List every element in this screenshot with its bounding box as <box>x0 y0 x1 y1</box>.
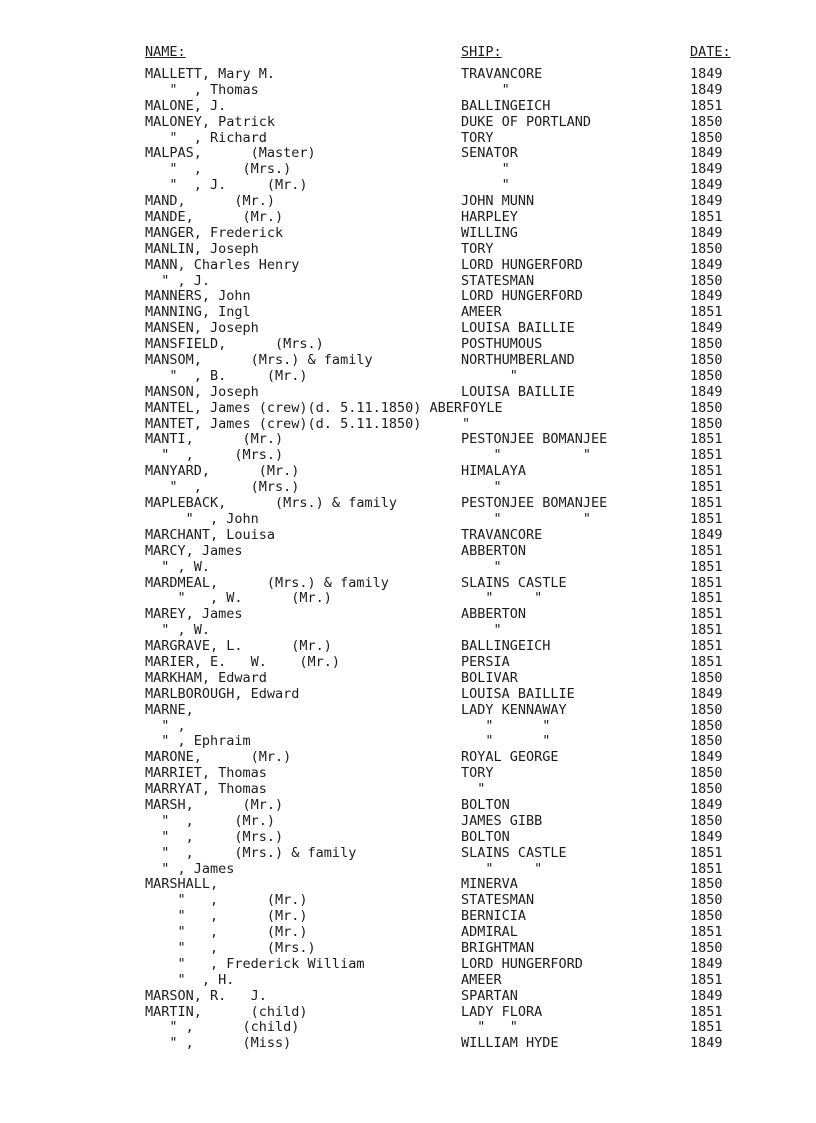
ship-cell: BOLTON <box>461 828 510 845</box>
row-note: MANTEL, James (crew)(d. 5.11.1850) ABERFOYLE <box>145 399 503 416</box>
date-cell: 1849 <box>690 383 723 400</box>
table-row <box>0 846 816 862</box>
table-row <box>0 941 816 957</box>
ship-cell: PERSIA <box>461 653 510 670</box>
column-header-ship: SHIP: <box>461 44 502 60</box>
name-cell: MANYARD, (Mr.) <box>145 463 300 480</box>
table-row <box>0 369 816 385</box>
table-row <box>0 226 816 242</box>
name-cell: " , (Mr.) <box>145 892 308 909</box>
name-cell: MAPLEBACK, (Mrs.) & family <box>145 495 397 512</box>
ship-cell: DUKE OF PORTLAND <box>461 113 592 130</box>
date-cell: 1851 <box>690 495 723 512</box>
name-cell: " , John <box>145 510 259 527</box>
date-cell: 1851 <box>690 653 723 670</box>
ship-cell: BRIGHTMAN <box>461 939 535 956</box>
table-row <box>0 178 816 194</box>
table-row <box>0 67 816 83</box>
table-row <box>0 337 816 353</box>
table-row <box>0 242 816 258</box>
name-cell: " , (Mrs.) <box>145 939 316 956</box>
name-cell: " , W. (Mr.) <box>145 590 332 607</box>
ship-cell: PESTONJEE BOMANJEE <box>461 431 608 448</box>
ship-cell: HARPLEY <box>461 209 518 226</box>
table-row <box>0 814 816 830</box>
table-row <box>0 671 816 687</box>
table-row <box>0 544 816 560</box>
table-row <box>0 719 816 735</box>
name-cell: MALLETT, Mary M. <box>145 66 276 82</box>
date-cell: 1850 <box>690 669 723 686</box>
table-row <box>0 576 816 592</box>
table-row <box>0 146 816 162</box>
table-row <box>0 607 816 623</box>
name-cell: " , (Mr.) <box>145 924 308 941</box>
date-cell: 1849 <box>690 177 723 194</box>
table-row <box>0 591 816 607</box>
table-row <box>0 766 816 782</box>
name-cell: " , James <box>145 860 235 877</box>
name-cell: MALPAS, (Master) <box>145 145 316 162</box>
ship-cell: BALLINGEICH <box>461 97 551 114</box>
date-cell: 1849 <box>690 288 723 305</box>
date-cell: 1851 <box>690 1003 723 1020</box>
ship-cell: " " <box>461 860 543 877</box>
name-cell: MARKHAM, Edward <box>145 669 267 686</box>
name-cell: MANN, Charles Henry <box>145 256 300 273</box>
column-header-name: NAME: <box>145 44 186 60</box>
ship-cell: LORD HUNGERFORD <box>461 256 583 273</box>
name-cell: MANSOM, (Mrs.) & family <box>145 352 373 369</box>
date-cell: 1850 <box>690 240 723 257</box>
table-row <box>0 321 816 337</box>
name-cell: MARRIET, Thomas <box>145 765 267 782</box>
table-row <box>0 274 816 290</box>
name-cell: MALONEY, Patrick <box>145 113 276 130</box>
ship-cell: MINERVA <box>461 876 518 893</box>
name-cell: MANDE, (Mr.) <box>145 209 284 226</box>
ship-cell: ABBERTON <box>461 606 527 623</box>
date-cell: 1851 <box>690 590 723 607</box>
passenger-list <box>0 67 816 1052</box>
table-row <box>0 448 816 464</box>
table-row <box>0 989 816 1005</box>
date-cell: 1849 <box>690 320 723 337</box>
ship-cell: " " <box>461 717 551 734</box>
name-cell: MARRYAT, Thomas <box>145 781 267 798</box>
ship-cell: " " <box>461 733 551 750</box>
name-cell: MANSEN, Joseph <box>145 320 259 337</box>
ship-cell: BOLIVAR <box>461 669 518 686</box>
ship-cell: " <box>461 622 502 639</box>
name-cell: " , (Mrs.) <box>145 161 292 178</box>
table-row <box>0 798 816 814</box>
date-cell: 1849 <box>690 796 723 813</box>
date-cell: 1851 <box>690 638 723 655</box>
table-row <box>0 528 816 544</box>
date-cell: 1850 <box>690 272 723 289</box>
ship-cell: PESTONJEE BOMANJEE <box>461 495 608 512</box>
ship-cell: " " <box>461 590 543 607</box>
date-cell: 1851 <box>690 1019 723 1036</box>
name-cell: MARONE, (Mr.) <box>145 749 292 766</box>
date-cell: 1849 <box>690 685 723 702</box>
table-row <box>0 194 816 210</box>
name-cell: MARNE, <box>145 701 194 718</box>
name-cell: MANGER, Frederick <box>145 224 284 241</box>
table-row <box>0 830 816 846</box>
ship-cell: TRAVANCORE <box>461 66 543 82</box>
date-cell: 1851 <box>690 97 723 114</box>
date-cell: 1849 <box>690 955 723 972</box>
date-cell: 1850 <box>690 765 723 782</box>
name-cell: " , J. (Mr.) <box>145 177 308 194</box>
table-row <box>0 432 816 448</box>
table-row <box>0 289 816 305</box>
ship-cell: AMEER <box>461 971 502 988</box>
name-cell: MARSH, (Mr.) <box>145 796 284 813</box>
date-cell: 1850 <box>690 892 723 909</box>
name-cell: " , Ephraim <box>145 733 251 750</box>
name-cell: MARIER, E. W. (Mr.) <box>145 653 341 670</box>
ship-cell: LOUISA BAILLIE <box>461 383 575 400</box>
ship-cell: LORD HUNGERFORD <box>461 955 583 972</box>
ship-cell: STATESMAN <box>461 272 535 289</box>
name-cell: " , Frederick William <box>145 955 365 972</box>
date-cell: 1850 <box>690 876 723 893</box>
ship-cell: " <box>461 81 510 98</box>
name-cell: MAREY, James <box>145 606 243 623</box>
name-cell: MARTIN, (child) <box>145 1003 308 1020</box>
table-row <box>0 258 816 274</box>
date-cell: 1849 <box>690 526 723 543</box>
name-cell: " , (Mrs.) & family <box>145 844 357 861</box>
name-cell: " , H. <box>145 971 235 988</box>
date-cell: 1850 <box>690 129 723 146</box>
table-row <box>0 512 816 528</box>
date-cell: 1850 <box>690 399 723 416</box>
name-cell: MANTI, (Mr.) <box>145 431 284 448</box>
ship-cell: " " <box>461 1019 518 1036</box>
date-cell: 1851 <box>690 558 723 575</box>
ship-cell: SPARTAN <box>461 987 518 1004</box>
name-cell: " , W. <box>145 558 211 575</box>
table-row <box>0 909 816 925</box>
column-header-date: DATE: <box>690 44 731 60</box>
ship-cell: LADY FLORA <box>461 1003 543 1020</box>
ship-cell: SLAINS CASTLE <box>461 844 567 861</box>
ship-cell: TORY <box>461 765 494 782</box>
table-row <box>0 893 816 909</box>
ship-cell: LOUISA BAILLIE <box>461 685 575 702</box>
table-row <box>0 973 816 989</box>
name-cell: MAND, (Mr.) <box>145 193 276 210</box>
date-cell: 1850 <box>690 352 723 369</box>
table-row <box>0 862 816 878</box>
name-cell: MANSON, Joseph <box>145 383 259 400</box>
ship-cell: " <box>461 479 502 496</box>
ship-cell: TRAVANCORE <box>461 526 543 543</box>
date-cell: 1851 <box>690 971 723 988</box>
ship-cell: LADY KENNAWAY <box>461 701 567 718</box>
table-row <box>0 480 816 496</box>
name-cell: MANSFIELD, (Mrs.) <box>145 336 324 353</box>
date-cell: 1850 <box>690 717 723 734</box>
date-cell: 1851 <box>690 479 723 496</box>
name-cell: MARCY, James <box>145 542 243 559</box>
name-cell: MANNERS, John <box>145 288 251 305</box>
table-row <box>0 115 816 131</box>
name-cell: " , (Miss) <box>145 1035 292 1052</box>
date-cell: 1851 <box>690 510 723 527</box>
date-cell: 1850 <box>690 336 723 353</box>
ship-cell: TORY <box>461 240 494 257</box>
date-cell: 1849 <box>690 193 723 210</box>
date-cell: 1850 <box>690 113 723 130</box>
table-row <box>0 639 816 655</box>
table-row <box>0 1020 816 1036</box>
table-row <box>0 703 816 719</box>
date-cell: 1850 <box>690 367 723 384</box>
ship-cell: " <box>461 177 510 194</box>
date-cell: 1851 <box>690 463 723 480</box>
ship-cell: WILLING <box>461 224 518 241</box>
ship-cell: ABBERTON <box>461 542 527 559</box>
date-cell: 1850 <box>690 701 723 718</box>
ship-cell: " " <box>461 510 592 527</box>
date-cell: 1849 <box>690 987 723 1004</box>
date-cell: 1849 <box>690 1035 723 1052</box>
ship-cell: POSTHUMOUS <box>461 336 543 353</box>
ship-cell: BOLTON <box>461 796 510 813</box>
table-row <box>0 464 816 480</box>
table-row <box>0 496 816 512</box>
name-cell: MARSON, R. J. <box>145 987 267 1004</box>
name-cell: MANNING, Ingl <box>145 304 251 321</box>
name-cell: MARLBOROUGH, Edward <box>145 685 300 702</box>
date-cell: 1851 <box>690 542 723 559</box>
ship-cell: LOUISA BAILLIE <box>461 320 575 337</box>
name-cell: " , B. (Mr.) <box>145 367 308 384</box>
ship-cell: " <box>461 558 502 575</box>
name-cell: MARCHANT, Louisa <box>145 526 276 543</box>
name-cell: " , (Mrs.) <box>145 828 284 845</box>
table-row <box>0 305 816 321</box>
ship-cell: HIMALAYA <box>461 463 527 480</box>
ship-cell: JOHN MUNN <box>461 193 535 210</box>
name-cell: " , <box>145 717 186 734</box>
table-row <box>0 734 816 750</box>
name-cell: " , (Mrs.) <box>145 447 284 464</box>
date-cell: 1851 <box>690 844 723 861</box>
table-row <box>0 623 816 639</box>
ship-cell: SLAINS CASTLE <box>461 574 567 591</box>
table-row <box>0 385 816 401</box>
date-cell: 1849 <box>690 81 723 98</box>
ship-cell: " <box>461 781 486 798</box>
name-cell: " , Thomas <box>145 81 259 98</box>
table-row <box>0 353 816 369</box>
name-cell: " , (Mr.) <box>145 908 308 925</box>
date-cell: 1849 <box>690 145 723 162</box>
row-note: MANTET, James (crew)(d. 5.11.1850) " <box>145 415 471 432</box>
date-cell: 1851 <box>690 860 723 877</box>
ship-cell: BERNICIA <box>461 908 527 925</box>
date-cell: 1851 <box>690 431 723 448</box>
table-row <box>0 99 816 115</box>
table-row <box>0 210 816 226</box>
table-row <box>0 83 816 99</box>
ship-cell: ROYAL GEORGE <box>461 749 559 766</box>
name-cell: MARGRAVE, L. (Mr.) <box>145 638 332 655</box>
table-row <box>0 417 816 433</box>
table-row <box>0 560 816 576</box>
ship-cell: AMEER <box>461 304 502 321</box>
ship-cell: WILLIAM HYDE <box>461 1035 559 1052</box>
ship-cell: SENATOR <box>461 145 518 162</box>
date-cell: 1851 <box>690 304 723 321</box>
table-row <box>0 1036 816 1052</box>
date-cell: 1851 <box>690 209 723 226</box>
name-cell: MARSHALL, <box>145 876 219 893</box>
date-cell: 1850 <box>690 733 723 750</box>
date-cell: 1849 <box>690 224 723 241</box>
date-cell: 1851 <box>690 574 723 591</box>
ship-cell: TORY <box>461 129 494 146</box>
name-cell: " , (child) <box>145 1019 300 1036</box>
ship-cell: STATESMAN <box>461 892 535 909</box>
table-row <box>0 131 816 147</box>
date-cell: 1850 <box>690 781 723 798</box>
table-row <box>0 782 816 798</box>
name-cell: " , Richard <box>145 129 267 146</box>
name-cell: MANLIN, Joseph <box>145 240 259 257</box>
name-cell: MALONE, J. <box>145 97 227 114</box>
date-cell: 1851 <box>690 924 723 941</box>
date-cell: 1849 <box>690 161 723 178</box>
ship-cell: NORTHUMBERLAND <box>461 352 575 369</box>
name-cell: " , J. <box>145 272 211 289</box>
date-cell: 1851 <box>690 606 723 623</box>
table-row <box>0 877 816 893</box>
table-row <box>0 687 816 703</box>
name-cell: " , (Mr.) <box>145 812 276 829</box>
table-row <box>0 1005 816 1021</box>
name-cell: " , W. <box>145 622 211 639</box>
date-cell: 1849 <box>690 66 723 82</box>
table-row <box>0 925 816 941</box>
date-cell: 1850 <box>690 812 723 829</box>
table-row <box>0 957 816 973</box>
table-row <box>0 162 816 178</box>
date-cell: 1850 <box>690 908 723 925</box>
table-row <box>0 401 816 417</box>
date-cell: 1850 <box>690 939 723 956</box>
ship-cell: " <box>461 367 518 384</box>
date-cell: 1849 <box>690 749 723 766</box>
ship-cell: ADMIRAL <box>461 924 518 941</box>
ship-cell: " <box>461 161 510 178</box>
name-cell: MARDMEAL, (Mrs.) & family <box>145 574 389 591</box>
table-row <box>0 750 816 766</box>
date-cell: 1851 <box>690 622 723 639</box>
ship-cell: BALLINGEICH <box>461 638 551 655</box>
date-cell: 1849 <box>690 256 723 273</box>
date-cell: 1849 <box>690 828 723 845</box>
ship-cell: JAMES GIBB <box>461 812 543 829</box>
name-cell: " , (Mrs.) <box>145 479 300 496</box>
ship-cell: " " <box>461 447 592 464</box>
date-cell: 1851 <box>690 447 723 464</box>
table-row <box>0 655 816 671</box>
date-cell: 1850 <box>690 415 723 432</box>
ship-cell: LORD HUNGERFORD <box>461 288 583 305</box>
